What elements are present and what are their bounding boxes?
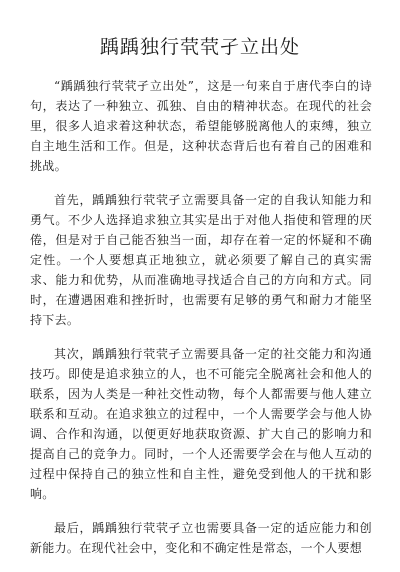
document-body (30, 76, 372, 572)
document-title: 踽踽独行茕茕孑立出处 (99, 36, 300, 58)
paragraph-3: 其次，踽踽独行茕茕孑立需要具备一定的社交能力和沟通技巧。即使是追求独立的人，也不可能完全脱离社会和他人的联系，因为人类是一种社交性动物，每个人都需要与他人建立联系和互动。在追求独立的过程中，一个人需要学会与他人协调、合作和沟通，以便更好地获取资源、扩大自己的影响力和提高自己的竞争力。同时，一个人还需要学会在与他人互动的过程中保持自己的独立性和自主性，避免受到他人的干扰和影响。 (30, 347, 372, 501)
paragraph-4: 最后，踽踽独行茕茕孑立也需要具备一定的适应能力和创新能力。在现代社会中，变化和不确定性是常态，一个人要想 (30, 521, 372, 555)
paragraph-1: “踽踽独行茕茕孑立出处”，这是一句来自于唐代李白的诗句，表达了一种独立、孤独、自由的精神状态。在现代的社会里，很多人追求着这种状态，希望能够脱离他人的束缚，独立自主地生活和工作。但是，这种状态背后也有着自己的困难和挑战。 (30, 79, 372, 173)
paragraph-2: 首先，踽踽独行茕茕孑立需要具备一定的自我认知能力和勇气。不少人选择追求独立其实是出于对他人指使和管理的厌倦，但是对于自己能否独当一面，却存在着一定的怀疑和不确定性。一个人要想真正地独立，就必须要了解自己的真实需求、能力和优势，从而准确地寻找适合自己的方向和方式。同时，在遭遇困难和挫折时，也需要有足够的勇气和耐力才能坚持下去。 (30, 193, 372, 327)
